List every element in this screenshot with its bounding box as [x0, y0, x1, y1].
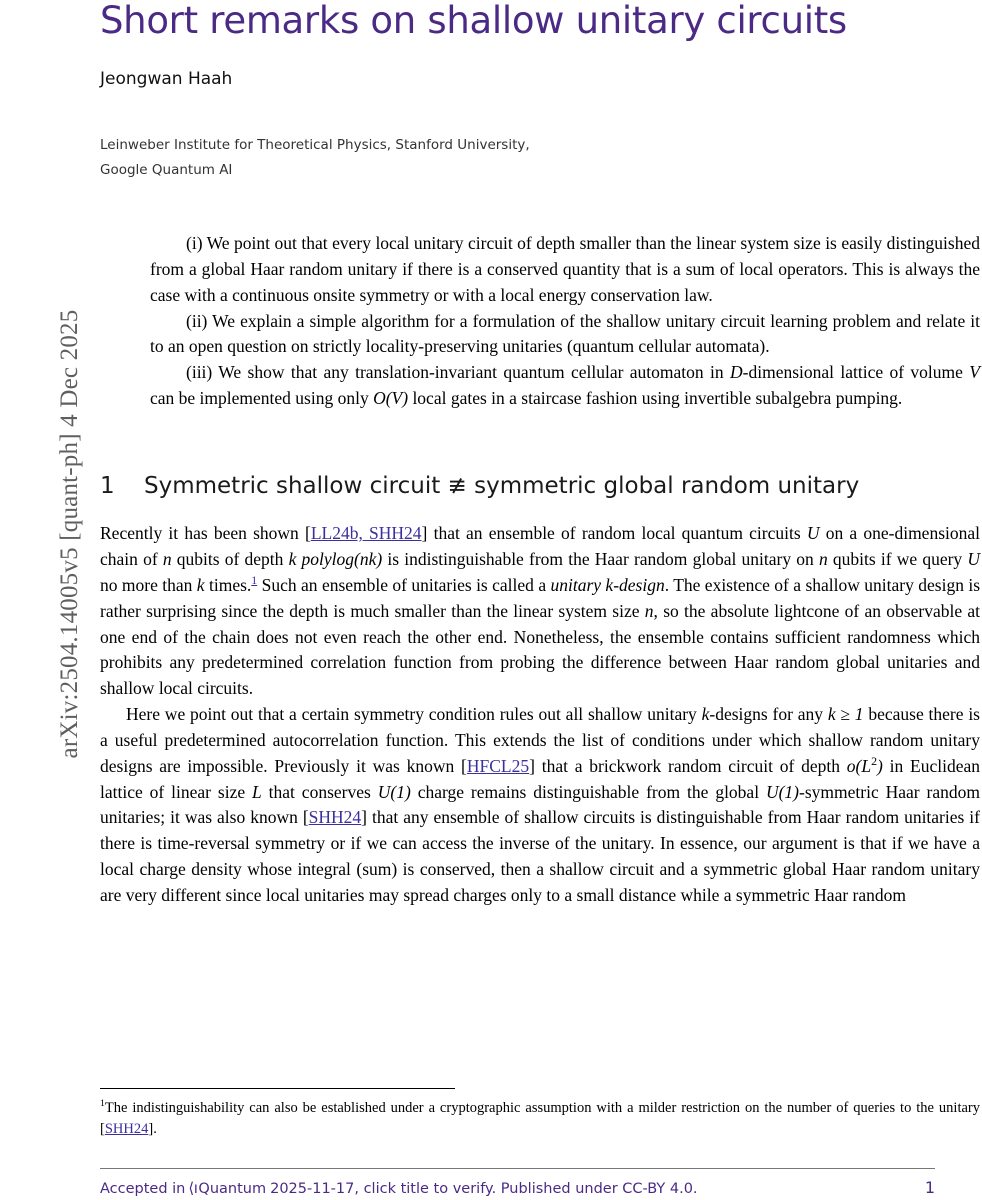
math-D: D	[730, 361, 743, 382]
p2-t7: charge remains distinguishable from the global	[410, 781, 766, 802]
p2-t4: ] that a brickwork random circuit of depth	[529, 755, 847, 776]
page-footer	[100, 1178, 935, 1197]
p1-t9: Such an ensemble of unitaries is called a	[257, 575, 551, 596]
footnote-divider	[100, 1088, 455, 1089]
p2-t5: in Euclidean lattice of linear size	[100, 755, 981, 802]
arxiv-stamp: arXiv:2504.14005v5 [quant-ph] 4 Dec 2025	[56, 309, 83, 759]
math-L: L	[252, 781, 262, 802]
footnote-number: 1	[100, 1098, 105, 1110]
quantum-logo-icon: ⟨ı	[188, 1179, 198, 1197]
math-big-o-v: O(V)	[373, 387, 409, 408]
math-o-L-close: )	[877, 755, 883, 776]
citation-hfcl25[interactable]: HFCL25	[466, 755, 530, 776]
section-number: 1	[100, 473, 115, 500]
abstract-item-i: (i) We point out that every local unitary circuit of depth smaller than the linear system size is easily distinguished from a global Haar random unitary if there is a conserved quantity that is a sum of local operators. This is always the case with a continuous onsite symmetry or with a local energy conservation law.	[150, 233, 980, 305]
paper-page	[100, 0, 980, 1200]
math-n-3: n	[644, 600, 654, 621]
math-U-2: U	[967, 549, 980, 570]
math-k-1: k	[196, 575, 205, 596]
math-o-L: o(L	[846, 755, 872, 776]
p1-t3: on a one-dimensional chain of	[100, 523, 980, 570]
author-name: Jeongwan Haah	[100, 69, 233, 90]
math-V: V	[969, 361, 980, 382]
math-n-2: n	[818, 549, 828, 570]
p2-t8: -symmetric Haar random unitaries; it was also known [	[100, 781, 980, 828]
footer-journal-name: Quantum	[198, 1181, 267, 1197]
math-k-2: k	[701, 704, 710, 725]
footnote-1	[100, 1098, 980, 1139]
abstract-item-iii	[150, 360, 980, 411]
p2-t9: ] that any ensemble of shallow circuits is distinguishable from Haar random unitaries if there is time-reversal symmetry or if we can access the inverse of the unitary. In essence, our argument is that if we have a local charge density whose integral (sum) is conserved, then a shallow circuit and a symmetric global Haar random unitary are very different since local unitaries may spread charges only to a small distance while a symmetric Haar random	[100, 807, 981, 905]
p2-t6: that conserves	[261, 781, 378, 802]
p2-t2: -designs for any	[709, 704, 828, 725]
p1-t10: . The existence of a shallow unitary design is rather surprising since the depth is much smaller than the linear system size	[100, 575, 981, 621]
footnote-marker-1[interactable]: 1	[251, 573, 258, 588]
abstract-iii-text-a: (iii) We show that any translation-invariant quantum cellular automaton in	[186, 361, 730, 382]
paragraph-2	[100, 702, 980, 909]
abstract-iii-text-b: -dimensional lattice of volume	[742, 361, 970, 382]
p2-t3: because there is a useful predetermined autocorrelation function. This extends the list of conditions under which shallow random unitary designs are impossible. Previously it was known [	[100, 704, 980, 776]
footer-text-before: Accepted in	[100, 1181, 186, 1197]
citation-ll24b-shh24[interactable]: LL24b, SHH24	[310, 523, 422, 544]
math-n-1: n	[162, 549, 172, 570]
p1-t2: ] that an ensemble of random local quantum circuits	[421, 523, 807, 544]
citation-shh24[interactable]: SHH24	[308, 807, 362, 828]
p1-t1: Recently it has been shown [	[100, 523, 311, 544]
p1-t8: times.	[204, 575, 252, 596]
math-U1-b: U(1)	[765, 781, 800, 802]
page-title: Short remarks on shallow unitary circuits	[100, 0, 847, 42]
paragraph-1	[100, 521, 980, 702]
footer-text-after: 2025-11-17, click title to verify. Published under CC-BY 4.0.	[270, 1181, 698, 1197]
p2-t1: Here we point out that a certain symmetry condition rules out all shallow unitary	[126, 704, 702, 725]
affiliation	[100, 133, 980, 183]
body-text	[100, 521, 980, 908]
math-L-exponent: 2	[871, 753, 878, 768]
p1-t7: no more than	[100, 575, 197, 596]
p1-t11: , so the absolute lightcone of an observable at one end of the chain does not even reach the other end. Nonetheless, the ensemble contains sufficient randomness which prohibits any predetermined correlation function from probing the difference between Haar random global unitaries and shallow local circuits.	[100, 600, 981, 699]
abstract-iii-text-c: can be implemented using only	[150, 387, 374, 408]
math-U1-a: U(1)	[377, 781, 411, 802]
affiliation-line-1: Leinweber Institute for Theoretical Physics, Stanford University,	[100, 137, 530, 154]
abstract-iii-text-d: local gates in a staircase fashion using invertible subalgebra pumping.	[408, 387, 903, 408]
p1-t5: is indistinguishable from the Haar random global unitary on	[382, 549, 819, 570]
math-U-1: U	[806, 523, 820, 544]
footnote-text-a: The indistinguishability can also be established under a cryptographic assumption with a milder restriction on the number of queries to the unitary [	[100, 1100, 980, 1137]
citation-shh24-footnote[interactable]: SHH24	[104, 1120, 149, 1137]
footer-divider	[100, 1168, 935, 1169]
p1-t6: qubits if we query	[827, 549, 968, 570]
emph-unitary-k-design: unitary k-design	[550, 575, 665, 596]
footnote-text-b: ].	[148, 1120, 157, 1137]
abstract-item-ii: (ii) We explain a simple algorithm for a formulation of the shallow unitary circuit learning problem and relate it to an open question on strictly locality-preserving unitaries (quantum cellular automata).	[150, 310, 980, 357]
p1-t4: qubits of depth	[171, 549, 289, 570]
page-number: 1	[924, 1178, 935, 1197]
abstract	[150, 231, 980, 411]
math-k-polylog: k polylog(nk)	[288, 549, 383, 570]
section-heading-1	[100, 473, 980, 499]
math-k-ge-1: k ≥ 1	[827, 704, 864, 725]
affiliation-line-2: Google Quantum AI	[100, 162, 233, 179]
section-title: Symmetric shallow circuit ≢ symmetric global random unitary	[144, 473, 860, 500]
